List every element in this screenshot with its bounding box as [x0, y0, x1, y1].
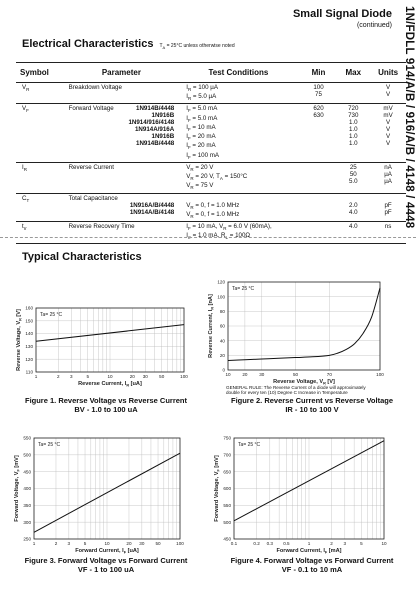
x-tick-label: 2: [56, 374, 60, 379]
unit-cell: pF pF: [370, 193, 406, 221]
min-cell: 620 630: [301, 104, 337, 162]
y-tick-label: 130: [25, 344, 33, 349]
max-cell: 25 50 5.0: [336, 162, 370, 193]
x-tick-label: 10: [107, 374, 113, 379]
symbol-cell: $I_R$: [16, 162, 67, 193]
y-tick-label: 500: [23, 452, 31, 458]
x-axis-label: Reverse Current, $I_R$ [uA]: [78, 381, 142, 388]
y-tick-label: 120: [217, 279, 225, 285]
x-axis-label: Reverse Voltage, $V_R$ [V]: [273, 379, 335, 386]
condition-cell: $I_F = 10$ mA, $V_R = 6.0$ V (60mA), $I_{rr} = 1.0$ mA, $R_L = 100\Omega$: [176, 222, 300, 243]
x-tick-label: 50: [159, 374, 165, 379]
ambient-temp-label: Ta= 25 °C: [232, 286, 255, 292]
condition-cell: $I_F = 5.0$ mA $I_F = 5.0$ mA $I_F = 10$ mA $I_F = 20$ mA $I_F = 20$ mA $I_F = 100$ mA: [176, 104, 300, 162]
electrical-table: [16, 62, 406, 244]
x-tick-label: 10: [381, 541, 387, 546]
max-cell: 4.0: [336, 222, 370, 243]
symbol-cell: $t_{rr}$: [16, 222, 67, 243]
min-cell: [301, 162, 337, 193]
electrical-condition: $T_A = 25^\circ C$ unless otherwise noted: [159, 43, 235, 50]
y-tick-label: 110: [25, 369, 33, 375]
x-tick-label: 100: [376, 372, 384, 377]
electrical-title: Electrical Characteristics $T_A = 25^\circ C$ unless otherwise noted: [22, 38, 235, 50]
chart-2: [208, 272, 416, 394]
y-tick-label: 0: [222, 367, 225, 373]
header-cell: Max: [336, 63, 370, 83]
x-tick-label: 0.5: [283, 541, 290, 546]
y-tick-label: 650: [223, 469, 231, 475]
table-row: [16, 193, 406, 221]
x-tick-label: 50: [292, 372, 299, 377]
figure-1-caption: Figure 1. Reverse Voltage vs Reverse Current BV - 1.0 to 100 uA: [24, 396, 187, 414]
max-cell: 720 730 1.0 1.0 1.0 1.0: [336, 104, 370, 162]
x-tick-label: 20: [242, 372, 248, 377]
y-tick-label: 300: [23, 519, 31, 525]
ambient-temp-label: Ta= 25 °C: [38, 442, 61, 448]
x-tick-label: 0.1: [230, 541, 238, 546]
ambient-temp-label: Ta= 25 °C: [238, 442, 261, 448]
y-tick-label: 120: [25, 356, 33, 362]
header-cell: Test Conditions: [176, 63, 300, 83]
x-tick-label: 50: [155, 541, 161, 546]
table-header-row: [16, 63, 406, 83]
header-subtitle: (continued): [356, 22, 392, 29]
table-row: [16, 104, 406, 162]
figure-2-caption: Figure 2. Reverse Current vs Reverse Voltage IR - 10 to 100 V: [230, 396, 393, 414]
unit-cell: nA µA µA: [370, 162, 406, 193]
y-tick-label: 450: [223, 536, 231, 542]
chart-4: [208, 422, 416, 564]
max-cell: [336, 83, 370, 104]
x-tick-label: 100: [180, 374, 188, 379]
x-tick-label: 2: [54, 541, 58, 546]
max-cell: 2.0 4.0: [336, 193, 370, 221]
table-row: [16, 222, 406, 243]
y-axis-label: Forward Voltage, $V_F$ [mV]: [14, 455, 21, 522]
y-tick-label: 250: [23, 536, 31, 542]
y-axis-label: Forward Voltage, $V_F$ [mV]: [214, 455, 221, 522]
symbol-cell: $C_T$: [16, 193, 67, 221]
x-tick-label: 20: [126, 541, 132, 546]
x-tick-label: 0.2: [253, 541, 260, 546]
x-tick-label: 30: [139, 541, 145, 546]
y-axis-label: Reverse Current, $I_R$ [nA]: [208, 294, 215, 358]
x-tick-label: 70: [326, 372, 332, 377]
x-tick-label: 10: [104, 541, 110, 546]
header-cell: Min: [301, 63, 337, 83]
x-tick-label: 1: [307, 541, 311, 546]
figure-3-caption: Figure 3. Forward Voltage vs Forward Current VF - 1 to 100 uA: [24, 556, 188, 574]
x-tick-label: 3: [67, 541, 71, 546]
chart-2-note: GENERAL RULE: The Reverse Current of a diode will approximately double for every ten (10) Degree C Increase in Temperature: [226, 385, 366, 396]
x-tick-label: 100: [176, 541, 184, 546]
x-tick-label: 2: [330, 541, 333, 546]
y-tick-label: 80: [219, 308, 225, 314]
x-tick-label: 5: [360, 541, 363, 546]
parameter-cell: Forward Voltage 1N914B/4448 1N916B 1N914/916/4148 1N914A/916A 1N916B 1N914B/4448: [67, 104, 177, 162]
header-cell: Parameter: [67, 63, 177, 83]
header-title: Small Signal Diode: [292, 8, 392, 20]
symbol-cell: $V_R$: [16, 83, 67, 104]
x-tick-label: 5: [86, 374, 90, 379]
y-tick-label: 100: [217, 294, 225, 300]
y-tick-label: 700: [223, 452, 231, 458]
x-tick-label: 1: [34, 374, 38, 379]
y-tick-label: 400: [23, 486, 31, 492]
y-tick-label: 550: [223, 502, 231, 508]
min-cell: [301, 193, 337, 221]
parameter-cell: Total Capacitance 1N916A/B/4448 1N914A/B/4148: [67, 193, 177, 221]
y-tick-label: 550: [23, 435, 31, 441]
unit-cell: mV mV V V V V: [370, 104, 406, 162]
x-tick-label: 30: [142, 374, 148, 379]
series-line: [228, 288, 380, 361]
y-tick-label: 500: [223, 519, 231, 525]
y-tick-label: 20: [219, 352, 225, 358]
x-tick-label: 20: [129, 374, 135, 379]
x-axis-label: Forward Current, $I_F$ [mA]: [276, 548, 342, 555]
condition-cell: $V_R = 0$, f = 1.0 MHz $V_R = 0$, f = 1.0 MHz: [176, 193, 300, 221]
figure-4-caption: Figure 4. Forward Voltage vs Forward Current VF - 0.1 to 10 mA: [230, 556, 394, 574]
x-tick-label: 1: [32, 541, 36, 546]
y-tick-label: 600: [223, 486, 231, 492]
chart-1: [0, 272, 208, 394]
section-divider: [0, 237, 416, 238]
y-tick-label: 40: [219, 338, 225, 344]
condition-cell: $V_R = 20$ V $V_R = 20$ V, $T_A = 150^\circ C$ $V_R = 75$ V: [176, 162, 300, 193]
parameter-cell: Reverse Current: [67, 162, 177, 193]
x-tick-label: 5: [83, 541, 87, 546]
x-tick-label: 3: [70, 374, 73, 379]
x-tick-label: 3: [343, 541, 347, 546]
y-axis-label: Reverse Voltage, $V_R$ [V]: [16, 309, 23, 371]
parameter-cell: Reverse Recovery Time: [67, 222, 177, 243]
table-row: [16, 162, 406, 193]
x-axis-label: Forward Current, $I_F$ [uA]: [75, 548, 139, 555]
min-cell: [301, 222, 337, 243]
ambient-temp-label: Ta= 25 °C: [40, 312, 63, 318]
side-part-number: 1N/FDLL 914/A/B / 916/A/B / 4148 / 4448: [403, 6, 415, 229]
symbol-cell: $V_F$: [16, 104, 67, 162]
y-tick-label: 160: [25, 305, 33, 311]
chart-3: [0, 422, 208, 564]
y-tick-label: 450: [23, 469, 31, 475]
y-tick-label: 750: [223, 435, 231, 441]
y-tick-label: 350: [23, 502, 31, 508]
table-row: [16, 83, 406, 104]
y-tick-label: 150: [25, 318, 33, 324]
y-tick-label: 60: [219, 323, 225, 329]
x-tick-label: 0.3: [266, 541, 273, 546]
unit-cell: V V: [370, 83, 406, 104]
condition-cell: $I_R = 100$ µA $I_R = 5.0$ µA: [176, 83, 300, 104]
x-tick-label: 30: [259, 372, 265, 377]
header-cell: Symbol: [16, 63, 67, 83]
y-tick-label: 140: [25, 331, 33, 337]
min-cell: 100 75: [301, 83, 337, 104]
x-tick-label: 10: [225, 372, 231, 377]
unit-cell: ns: [370, 222, 406, 243]
typical-title: Typical Characteristics: [22, 251, 142, 263]
parameter-cell: Breakdown Voltage: [67, 83, 177, 104]
header-cell: Units: [370, 63, 406, 83]
